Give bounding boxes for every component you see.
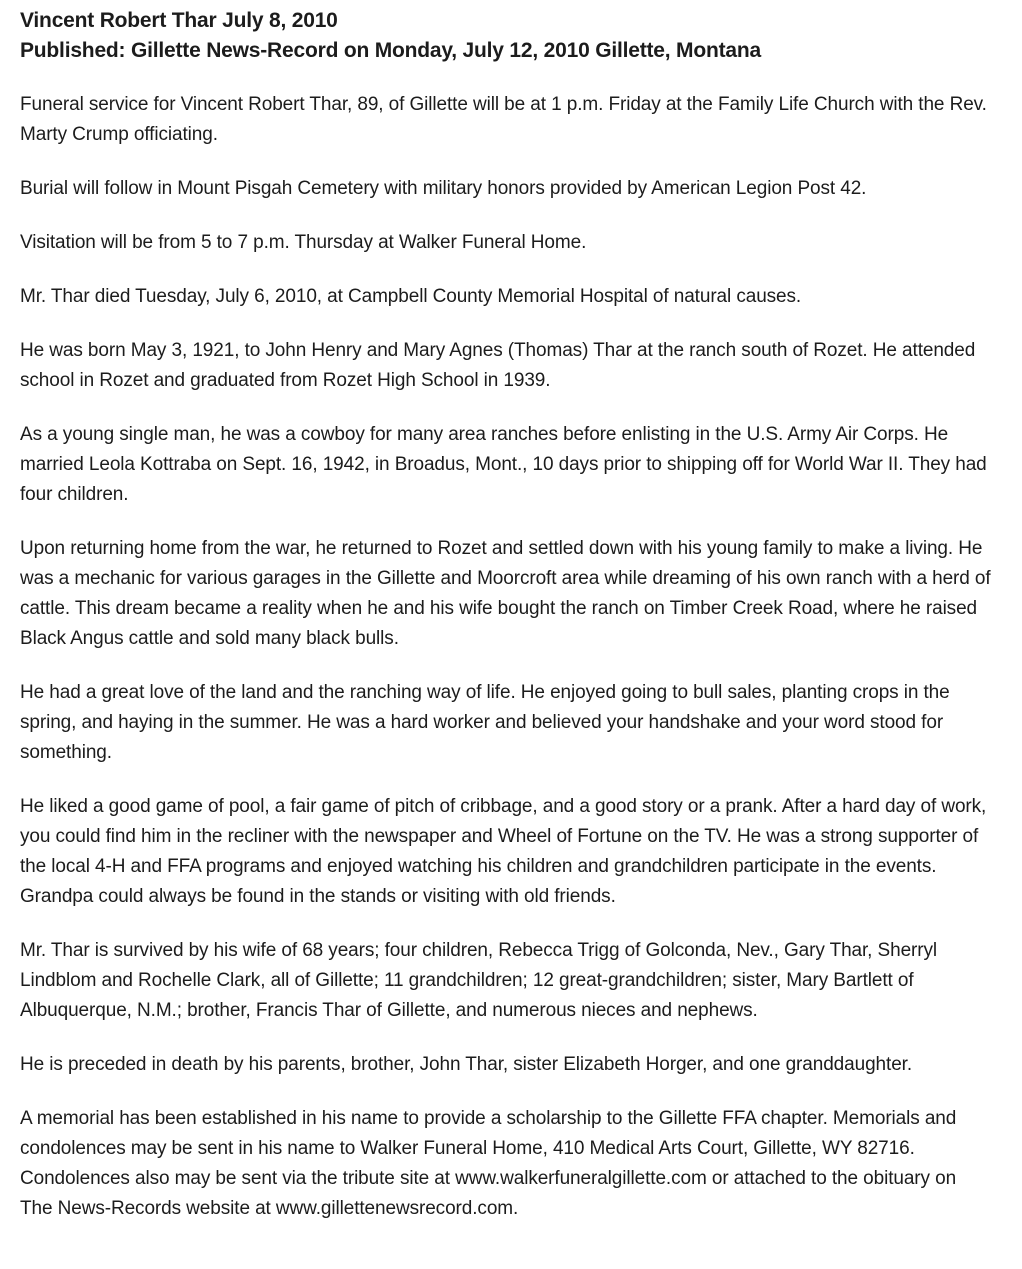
paragraph-birth-education: He was born May 3, 1921, to John Henry and Mary Agnes (Thomas) Thar at the ranch south of Rozet. He attended school in Rozet and graduated from Rozet High School in 1939. bbox=[20, 340, 976, 391]
paragraph-funeral-service: Funeral service for Vincent Robert Thar, 89, of Gillette will be at 1 p.m. Friday at the Family Life Church with the Rev. Marty Crump officiating. bbox=[20, 94, 987, 145]
paragraph-love-of-land: He had a great love of the land and the ranching way of life. He enjoyed going to bull sales, planting crops in the spring, and haying in the summer. He was a hard worker and believed your handshake and your word stood for something. bbox=[20, 682, 950, 763]
paragraph-youth-marriage: As a young single man, he was a cowboy for many area ranches before enlisting in the U.S. Army Air Corps. He married Leola Kottraba on Sept. 16, 1942, in Broadus, Mont., 10 days prior to shipping off for World War II. They had four children. bbox=[20, 424, 987, 505]
paragraph-hobbies: He liked a good game of pool, a fair game of pitch of cribbage, and a good story or a prank. After a hard day of work, you could find him in the recliner with the newspaper and Wheel of Fortune on the TV. He was a strong supporter of the local 4-H and FFA programs and enjoyed watching his children and grandchildren participate in the events. Grandpa could always be found in the stands or visiting with old friends. bbox=[20, 796, 987, 907]
paragraph-memorial: A memorial has been established in his name to provide a scholarship to the Gillette FFA chapter. Memorials and condolences may be sent in his name to Walker Funeral Home, 410 Medical Arts Court, Gillette, WY 82716. Condolences also may be sent via the tribute site at www.walkerfuneralgillette.com or attached to the obituary on The News-Records website at www.gillettenewsrecord.com. bbox=[20, 1108, 957, 1219]
paragraph-death: Mr. Thar died Tuesday, July 6, 2010, at Campbell County Memorial Hospital of natural causes. bbox=[20, 286, 802, 307]
paragraph-preceded-in-death: He is preceded in death by his parents, brother, John Thar, sister Elizabeth Horger, and one granddaughter. bbox=[20, 1054, 913, 1075]
paragraph-burial: Burial will follow in Mount Pisgah Cemetery with military honors provided by American Legion Post 42. bbox=[20, 178, 867, 199]
paragraph-survived-by: Mr. Thar is survived by his wife of 68 years; four children, Rebecca Trigg of Golconda, Nev., Gary Thar, Sherryl Lindblom and Rochelle Clark, all of Gillette; 11 grandchildren; 12 great-grandchildren; sister, Mary Bartlett of Albuquerque, N.M.; brother, Francis Thar of Gillette, and numerous nieces and nephews. bbox=[20, 940, 938, 1021]
obituary-publication-line: Published: Gillette News-Record on Monday, July 12, 2010 Gillette, Montana bbox=[20, 39, 761, 62]
obituary-heading-block bbox=[20, 6, 992, 66]
paragraph-postwar-ranch: Upon returning home from the war, he returned to Rozet and settled down with his young family to make a living. He was a mechanic for various garages in the Gillette and Moorcroft area while dreaming of his own ranch with a herd of cattle. This dream became a reality when he and his wife bought the ranch on Timber Creek Road, where he raised Black Angus cattle and sold many black bulls. bbox=[20, 538, 991, 649]
paragraph-visitation: Visitation will be from 5 to 7 p.m. Thursday at Walker Funeral Home. bbox=[20, 232, 587, 253]
obituary-title: Vincent Robert Thar July 8, 2010 bbox=[20, 9, 338, 32]
